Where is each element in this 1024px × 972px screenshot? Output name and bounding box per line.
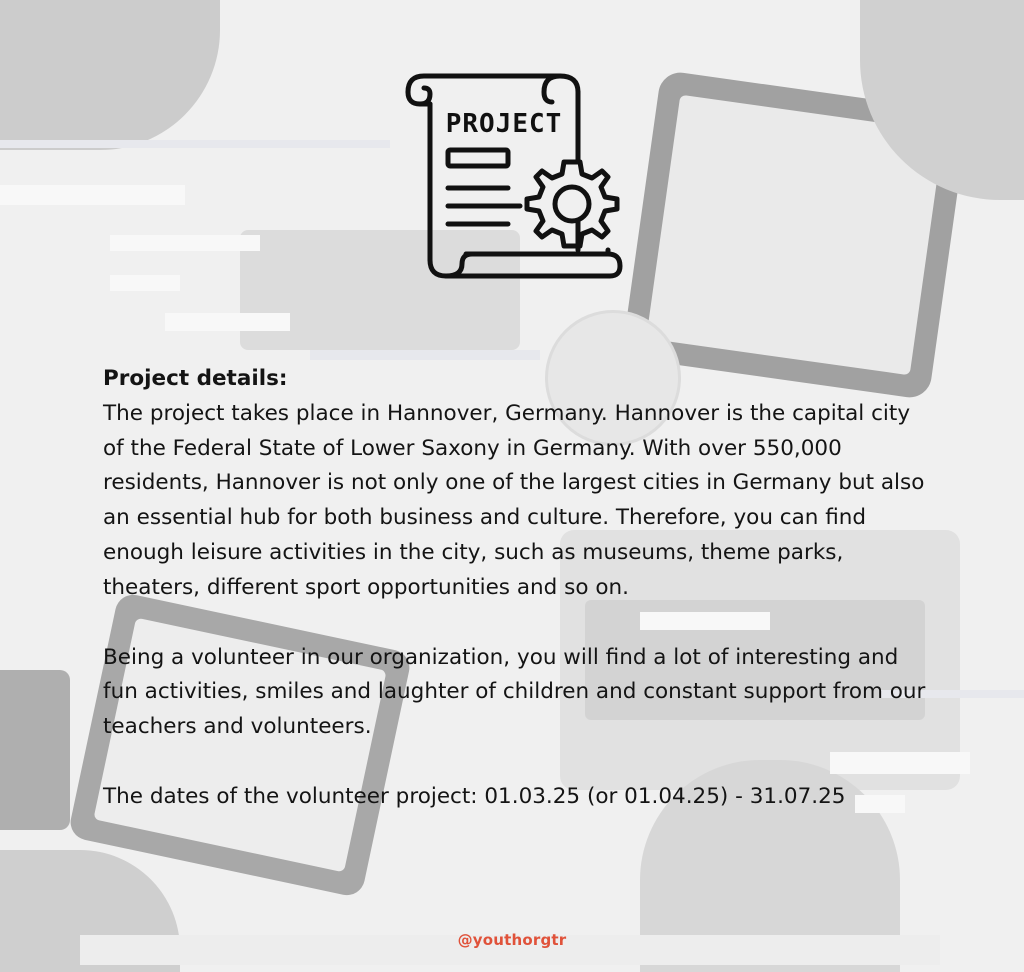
paragraph-gap bbox=[103, 606, 933, 641]
project-label: PROJECT bbox=[445, 109, 563, 139]
paragraph-volunteer: Being a volunteer in our organization, you will find a lot of interesting and fun activities, smiles and laughter of children and constant support from our teachers and volunteers. bbox=[103, 644, 926, 740]
project-details-text bbox=[103, 362, 933, 815]
project-scroll-gear-icon bbox=[400, 70, 626, 288]
paragraph-location: The project takes place in Hannover, Germany. Hannover is the capital city of the Federal State of Lower Saxony in Germany. With over 550,000 residents, Hannover is not only one of the largest cities in Germany but also an essential hub for both business and culture. Therefore, you can find enough leisure activities in the city, such as museums, theme parks, theaters, different sport opportunities and so on. bbox=[103, 400, 925, 600]
section-heading: Project details: bbox=[103, 366, 288, 391]
paragraph-gap bbox=[103, 745, 933, 780]
social-handle[interactable]: @youthorgtr bbox=[457, 931, 567, 949]
paragraph-dates: The dates of the volunteer project: 01.03.25 (or 01.04.25) - 31.07.25 bbox=[103, 783, 846, 809]
